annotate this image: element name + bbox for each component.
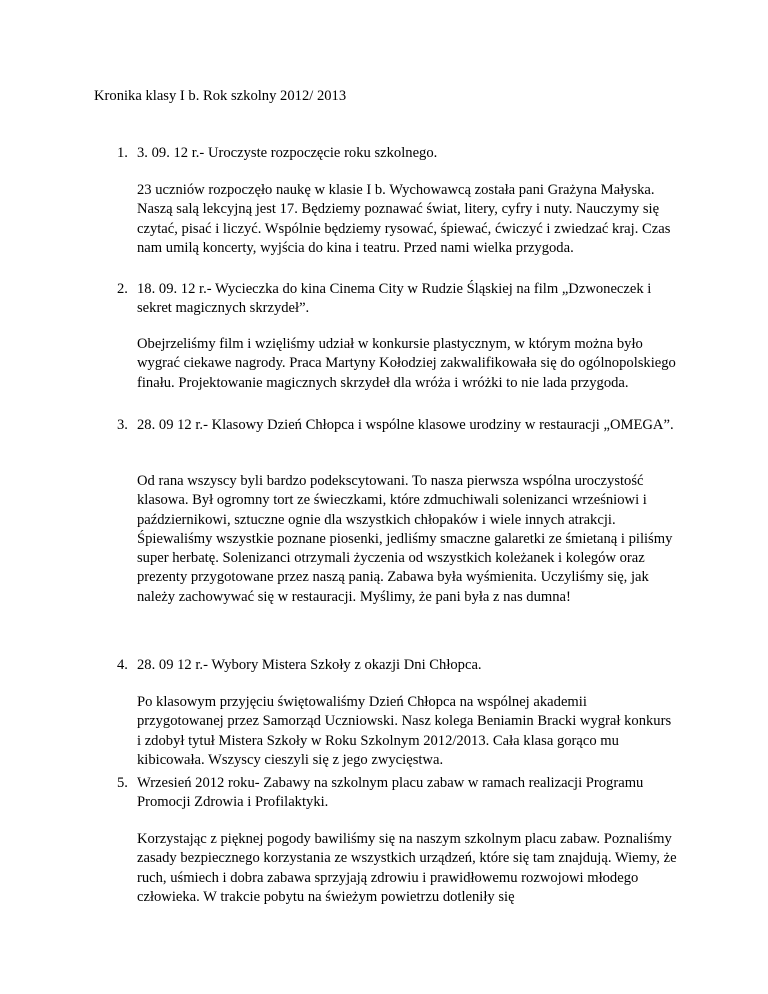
entry-number: 5. [117,775,128,791]
entry-body: Obejrzeliśmy film i wzięliśmy udział w konkursie plastycznym, w którym można było wygrać ciekawe nagrody. Praca Martyny Kołodziej zakwalifikowała się do ogólnopolskiego finału. Projektowanie magicznych skrzydeł dla wróża i wróżki to nie lada przygoda. [137,336,676,391]
entry-heading: 3. 09. 12 r.- Uroczyste rozpoczęcie roku szkolnego. [137,145,438,161]
entry-number: 1. [117,145,128,161]
entry-body: Korzystając z pięknej pogody bawiliśmy się na naszym szkolnym placu zabaw. Poznaliśmy zasady bezpiecznego korzystania ze wszystkich urządzeń, które się tam znajdują. Wiemy, że ruch, uśmiech i dobra zabawa sprzyjają zdrowiu i prawidłowemu rozwojowi młodego człowieka. W trakcie pobytu na świeżym powietrzu dotleniły się [137,831,677,905]
entry-body: 23 uczniów rozpoczęło naukę w klasie I b. Wychowawcą została pani Grażyna Małyska. Naszą salą lekcyjną jest 17. Będziemy poznawać świat, litery, cyfry i nuty. Nauczymy się czytać, pisać i liczyć. Wspólnie będziemy rysować, śpiewać, ćwiczyć i zwiedzać kraj. Czas nam umilą koncerty, wyjścia do kina i teatru. Przed nami wielka przygoda. [137,182,671,256]
entry-body: Po klasowym przyjęciu świętowaliśmy Dzień Chłopca na wspólnej akademii przygotowanej przez Samorząd Uczniowski. Nasz kolega Beniamin Bracki wygrał konkurs i zdobył tytuł Mistera Szkoły w Roku Szkolnym 2012/2013. Cała klasa gorąco mu kibicowała. Wszyscy cieszyli się z jego zwycięstwa. [137,694,672,768]
entry-number: 4. [117,657,128,673]
entry-heading: 28. 09 12 r.- Klasowy Dzień Chłopca i wspólne klasowe urodziny w restauracji „OMEGA”. [137,417,674,433]
entry-body: Od rana wszyscy byli bardzo podekscytowani. To nasza pierwsza wspólna uroczystość klasowa. Był ogromny tort ze świeczkami, które zdmuchiwali solenizanci wrześniowi i październikowi, sztuczne ognie dla wszystkich chłopaków i wiele innych atrakcji. Śpiewaliśmy wszystkie poznane piosenki, jedliśmy smaczne galaretki ze śmietaną i piliśmy super herbatę. Solenizanci otrzymali życzenia od wszystkich koleżanek i kolegów oraz prezenty przygotowane przez naszą panią. Zabawa była wyśmienita. Uczyliśmy się, jak należy zachowywać się w restauracji. Myślimy, że pani była z nas dumna! [137,473,673,605]
entry-heading: 28. 09 12 r.- Wybory Mistera Szkoły z okazji Dni Chłopca. [137,657,482,673]
entry-number: 3. [117,417,128,433]
entry-number: 2. [117,281,128,297]
entry-heading: 18. 09. 12 r.- Wycieczka do kina Cinema City w Rudzie Śląskiej na film „Dzwoneczek i sekret magicznych skrzydeł”. [137,281,652,317]
document-title: Kronika klasy I b. Rok szkolny 2012/ 2013 [94,88,347,104]
entry-heading: Wrzesień 2012 roku- Zabawy na szkolnym placu zabaw w ramach realizacji Programu Promocji Zdrowia i Profilaktyki. [137,775,644,811]
